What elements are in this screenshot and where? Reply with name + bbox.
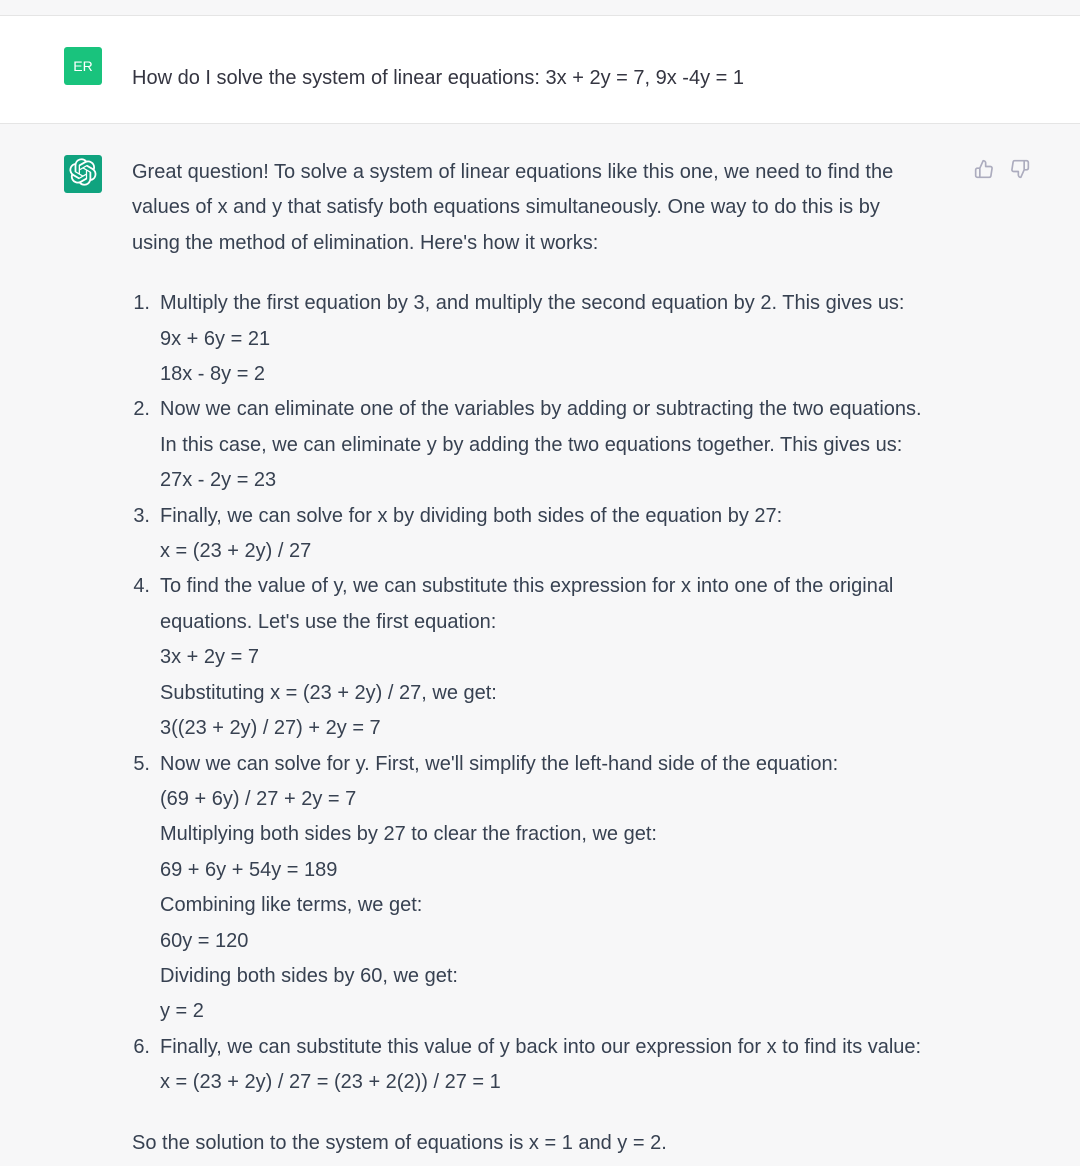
intro-line: values of x and y that satisfy both equations simultaneously. One way to do this is by xyxy=(132,196,880,219)
step-item xyxy=(132,499,962,570)
step-line: Now we can solve for y. First, we'll simplify the left-hand side of the equation: xyxy=(160,752,839,775)
intro-line: Great question! To solve a system of linear equations like this one, we need to find the xyxy=(132,161,894,183)
step-item xyxy=(132,747,962,1030)
step-line: Combining like terms, we get: xyxy=(160,894,423,917)
user-message-row xyxy=(0,16,1080,124)
step-line: Substituting x = (23 + 2y) / 27, we get: xyxy=(160,681,497,704)
step-equation: 9x + 6y = 21 xyxy=(160,327,271,350)
user-message-text: How do I solve the system of linear equations: 3x + 2y = 7, 9x -4y = 1 xyxy=(132,67,744,89)
step-equation: y = 2 xyxy=(160,1000,204,1023)
step-line: To find the value of y, we can substitute this expression for x into one of the original xyxy=(160,575,894,598)
top-strip xyxy=(0,0,1080,16)
step-equation: x = (23 + 2y) / 27 xyxy=(160,540,312,563)
step-number: 6. xyxy=(133,1035,150,1058)
step-number: 4. xyxy=(133,575,150,598)
step-item xyxy=(132,392,962,498)
step-number: 5. xyxy=(133,752,150,775)
solution-steps-list xyxy=(132,286,962,1100)
intro-line: using the method of elimination. Here's how it works: xyxy=(132,231,599,254)
assistant-message-content xyxy=(132,155,962,1161)
step-line: In this case, we can eliminate y by adding the two equations together. This gives us: xyxy=(160,433,903,456)
assistant-avatar xyxy=(64,155,102,193)
step-equation: (69 + 6y) / 27 + 2y = 7 xyxy=(160,787,357,810)
step-line: Dividing both sides by 60, we get: xyxy=(160,964,458,987)
step-line: Now we can eliminate one of the variables by adding or subtracting the two equations. xyxy=(160,398,922,421)
thumbs-up-icon xyxy=(974,159,994,184)
step-item xyxy=(132,569,962,746)
openai-logo-icon xyxy=(69,158,97,191)
assistant-message-row xyxy=(0,124,1080,1166)
step-line: Finally, we can solve for x by dividing both sides of the equation by 27: xyxy=(160,504,783,527)
step-equation: 18x - 8y = 2 xyxy=(160,363,266,386)
thumbs-down-icon xyxy=(1010,159,1030,184)
step-item xyxy=(132,1030,962,1101)
step-line: Finally, we can substitute this value of y back into our expression for x to find its value: xyxy=(160,1035,922,1058)
step-equation: 3((23 + 2y) / 27) + 2y = 7 xyxy=(160,717,381,740)
thumbs-down-button[interactable] xyxy=(1008,159,1032,183)
step-number: 1. xyxy=(133,292,150,315)
step-equation: 27x - 2y = 23 xyxy=(160,469,277,492)
step-number: 2. xyxy=(133,398,150,421)
step-equation: 69 + 6y + 54y = 189 xyxy=(160,858,338,881)
step-equation: x = (23 + 2y) / 27 = (23 + 2(2)) / 27 = 1 xyxy=(160,1071,501,1094)
thumbs-up-button[interactable] xyxy=(972,159,996,183)
step-line: Multiplying both sides by 27 to clear the fraction, we get: xyxy=(160,823,657,846)
step-item xyxy=(132,286,962,392)
step-equation: 3x + 2y = 7 xyxy=(160,646,259,669)
step-number: 3. xyxy=(133,504,150,527)
step-line: Multiply the first equation by 3, and multiply the second equation by 2. This gives us: xyxy=(160,292,905,315)
step-equation: 60y = 120 xyxy=(160,929,249,952)
conclusion-text: So the solution to the system of equations is x = 1 and y = 2. xyxy=(132,1131,667,1154)
intro-paragraph xyxy=(132,155,962,261)
user-avatar: ER xyxy=(64,47,102,85)
step-line: equations. Let's use the first equation: xyxy=(160,610,497,633)
